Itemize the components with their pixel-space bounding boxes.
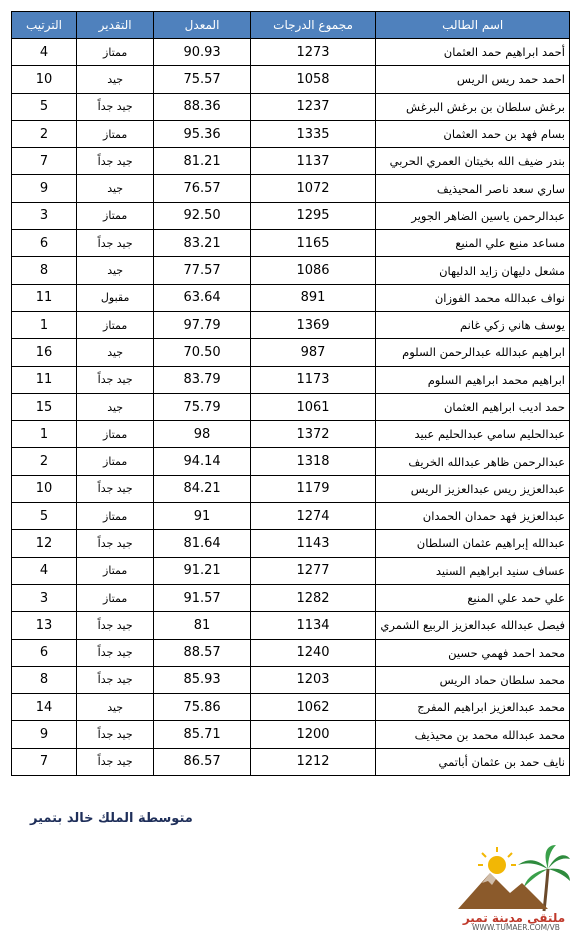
student-name-cell: عبدالحليم سامي عبدالحليم عبيد [376, 421, 570, 448]
school-name: متوسطة الملك خالد بتمير [30, 811, 193, 826]
average-cell: 75.86 [154, 694, 250, 721]
total-marks-cell: 1203 [250, 666, 376, 693]
total-marks-cell: 891 [250, 284, 376, 311]
rank-cell: 6 [12, 639, 77, 666]
average-cell: 81.64 [154, 530, 250, 557]
grades-table [11, 11, 570, 776]
rank-cell: 12 [12, 530, 77, 557]
student-name-cell: ابراهيم محمد ابراهيم السلوم [376, 366, 570, 393]
table-row [12, 421, 570, 448]
table-row [12, 503, 570, 530]
average-cell: 81 [154, 612, 250, 639]
student-name-cell: احمد حمد ريس الريس [376, 66, 570, 93]
total-marks-cell: 1335 [250, 120, 376, 147]
average-cell: 98 [154, 421, 250, 448]
header-rank: الترتيب [12, 12, 77, 39]
total-marks-cell: 1173 [250, 366, 376, 393]
average-cell: 91 [154, 503, 250, 530]
student-name-cell: نايف حمد بن عثمان أباتمي [376, 748, 570, 775]
rank-cell: 6 [12, 230, 77, 257]
rank-cell: 8 [12, 257, 77, 284]
grade-cell: جيد جداً [76, 530, 153, 557]
average-cell: 88.57 [154, 639, 250, 666]
rank-cell: 2 [12, 120, 77, 147]
grade-cell: جيد جداً [76, 748, 153, 775]
table-row [12, 557, 570, 584]
student-name-cell: عساف سنيد ابراهيم السنيد [376, 557, 570, 584]
grade-cell: ممتاز [76, 202, 153, 229]
rank-cell: 1 [12, 421, 77, 448]
total-marks-cell: 1237 [250, 93, 376, 120]
student-name-cell: محمد سلطان حماد الريس [376, 666, 570, 693]
grade-cell: جيد جداً [76, 639, 153, 666]
rank-cell: 7 [12, 148, 77, 175]
table-row [12, 748, 570, 775]
student-name-cell: عبدالرحمن ظاهر عبدالله الخريف [376, 448, 570, 475]
student-name-cell: مساعد منيع علي المنيع [376, 230, 570, 257]
grade-cell: ممتاز [76, 39, 153, 66]
header-average: المعدل [154, 12, 250, 39]
total-marks-cell: 1062 [250, 694, 376, 721]
total-marks-cell: 1137 [250, 148, 376, 175]
student-name-cell: محمد احمد فهمي حسين [376, 639, 570, 666]
student-name-cell: يوسف هاني زكي غانم [376, 311, 570, 338]
table-row [12, 120, 570, 147]
average-cell: 91.57 [154, 584, 250, 611]
mountain-icon [458, 873, 548, 909]
table-row [12, 612, 570, 639]
total-marks-cell: 1165 [250, 230, 376, 257]
grade-cell: جيد [76, 339, 153, 366]
total-marks-cell: 1143 [250, 530, 376, 557]
grade-cell: جيد جداً [76, 612, 153, 639]
grade-cell: جيد [76, 257, 153, 284]
grade-cell: جيد جداً [76, 230, 153, 257]
average-cell: 83.79 [154, 366, 250, 393]
grade-cell: ممتاز [76, 557, 153, 584]
rank-cell: 9 [12, 175, 77, 202]
student-name-cell: محمد عبدالعزيز ابراهيم المفرج [376, 694, 570, 721]
average-cell: 88.36 [154, 93, 250, 120]
total-marks-cell: 1282 [250, 584, 376, 611]
table-row [12, 475, 570, 502]
logo-text: ملتقى مدينة تمير [462, 911, 566, 925]
student-name-cell: علي حمد علي المنيع [376, 584, 570, 611]
table-row [12, 530, 570, 557]
rank-cell: 3 [12, 584, 77, 611]
total-marks-cell: 1058 [250, 66, 376, 93]
grade-cell: مقبول [76, 284, 153, 311]
average-cell: 91.21 [154, 557, 250, 584]
rank-cell: 7 [12, 748, 77, 775]
logo-url: WWW.TUMAER.COM/VB [472, 923, 560, 931]
table-row [12, 257, 570, 284]
grade-cell: جيد جداً [76, 666, 153, 693]
table-row [12, 66, 570, 93]
grade-cell: جيد جداً [76, 475, 153, 502]
student-name-cell: عبدالرحمن ياسين الضاهر الجوير [376, 202, 570, 229]
total-marks-cell: 1134 [250, 612, 376, 639]
average-cell: 94.14 [154, 448, 250, 475]
rank-cell: 13 [12, 612, 77, 639]
grade-cell: جيد جداً [76, 93, 153, 120]
total-marks-cell: 1240 [250, 639, 376, 666]
student-name-cell: نواف عبدالله محمد الفوزان [376, 284, 570, 311]
table-row [12, 339, 570, 366]
student-name-cell: حمد اديب ابراهيم العثمان [376, 393, 570, 420]
student-name-cell: عبدالله إبراهيم عثمان السلطان [376, 530, 570, 557]
average-cell: 75.57 [154, 66, 250, 93]
rank-cell: 11 [12, 284, 77, 311]
student-name-cell: عبدالعزيز ريس عبدالعزيز الريس [376, 475, 570, 502]
total-marks-cell: 1086 [250, 257, 376, 284]
table-row [12, 448, 570, 475]
total-marks-cell: 1372 [250, 421, 376, 448]
average-cell: 70.50 [154, 339, 250, 366]
total-marks-cell: 1061 [250, 393, 376, 420]
table-row [12, 694, 570, 721]
table-row [12, 202, 570, 229]
table-row [12, 393, 570, 420]
table-row [12, 311, 570, 338]
rank-cell: 9 [12, 721, 77, 748]
rank-cell: 3 [12, 202, 77, 229]
student-name-cell: بندر ضيف الله بخيتان العمري الحربي [376, 148, 570, 175]
total-marks-cell: 1072 [250, 175, 376, 202]
grade-cell: جيد [76, 175, 153, 202]
table-row [12, 230, 570, 257]
grade-cell: ممتاز [76, 448, 153, 475]
grade-cell: ممتاز [76, 120, 153, 147]
average-cell: 77.57 [154, 257, 250, 284]
grade-cell: جيد جداً [76, 721, 153, 748]
table-row [12, 666, 570, 693]
rank-cell: 10 [12, 475, 77, 502]
header-grade: التقدير [76, 12, 153, 39]
rank-cell: 5 [12, 93, 77, 120]
rank-cell: 10 [12, 66, 77, 93]
average-cell: 76.57 [154, 175, 250, 202]
table-row [12, 721, 570, 748]
total-marks-cell: 1318 [250, 448, 376, 475]
total-marks-cell: 1295 [250, 202, 376, 229]
table-body [12, 39, 570, 776]
student-name-cell: بسام فهد بن حمد العثمان [376, 120, 570, 147]
total-marks-cell: 1274 [250, 503, 376, 530]
grade-cell: جيد [76, 694, 153, 721]
rank-cell: 16 [12, 339, 77, 366]
grade-cell: ممتاز [76, 311, 153, 338]
student-name-cell: فيصل عبدالله عبدالعزيز الربيع الشمري [376, 612, 570, 639]
average-cell: 83.21 [154, 230, 250, 257]
sun-icon [478, 847, 516, 874]
rank-cell: 14 [12, 694, 77, 721]
student-name-cell: أحمد ابراهيم حمد العثمان [376, 39, 570, 66]
grade-cell: جيد جداً [76, 148, 153, 175]
average-cell: 95.36 [154, 120, 250, 147]
rank-cell: 15 [12, 393, 77, 420]
student-name-cell: ابراهيم عبدالله عبدالرحمن السلوم [376, 339, 570, 366]
total-marks-cell: 1179 [250, 475, 376, 502]
table-row [12, 639, 570, 666]
student-name-cell: عبدالعزيز فهد حمدان الحمدان [376, 503, 570, 530]
grade-cell: ممتاز [76, 584, 153, 611]
student-name-cell: ساري سعد ناصر المحيذيف [376, 175, 570, 202]
average-cell: 85.93 [154, 666, 250, 693]
average-cell: 97.79 [154, 311, 250, 338]
rank-cell: 4 [12, 557, 77, 584]
header-total-marks: مجموع الدرجات [250, 12, 376, 39]
grade-cell: جيد [76, 66, 153, 93]
average-cell: 75.79 [154, 393, 250, 420]
table-row [12, 175, 570, 202]
average-cell: 81.21 [154, 148, 250, 175]
header-student-name: اسم الطالب [376, 12, 570, 39]
forum-logo [452, 843, 572, 931]
table-row [12, 93, 570, 120]
total-marks-cell: 987 [250, 339, 376, 366]
rank-cell: 4 [12, 39, 77, 66]
average-cell: 90.93 [154, 39, 250, 66]
student-name-cell: مشعل دليهان زايد الدليهان [376, 257, 570, 284]
rank-cell: 8 [12, 666, 77, 693]
average-cell: 86.57 [154, 748, 250, 775]
total-marks-cell: 1369 [250, 311, 376, 338]
student-name-cell: برغش سلطان بن برغش البرغش [376, 93, 570, 120]
grade-cell: جيد [76, 393, 153, 420]
rank-cell: 11 [12, 366, 77, 393]
table-row [12, 584, 570, 611]
total-marks-cell: 1273 [250, 39, 376, 66]
total-marks-cell: 1277 [250, 557, 376, 584]
table-row [12, 39, 570, 66]
average-cell: 63.64 [154, 284, 250, 311]
rank-cell: 2 [12, 448, 77, 475]
student-name-cell: محمد عبدالله محمد بن محيذيف [376, 721, 570, 748]
grade-cell: جيد جداً [76, 366, 153, 393]
average-cell: 84.21 [154, 475, 250, 502]
average-cell: 85.71 [154, 721, 250, 748]
grade-cell: ممتاز [76, 421, 153, 448]
grade-cell: ممتاز [76, 503, 153, 530]
table-row [12, 148, 570, 175]
rank-cell: 1 [12, 311, 77, 338]
table-header-row [12, 12, 570, 39]
table-row [12, 284, 570, 311]
rank-cell: 5 [12, 503, 77, 530]
total-marks-cell: 1212 [250, 748, 376, 775]
table-row [12, 366, 570, 393]
average-cell: 92.50 [154, 202, 250, 229]
total-marks-cell: 1200 [250, 721, 376, 748]
